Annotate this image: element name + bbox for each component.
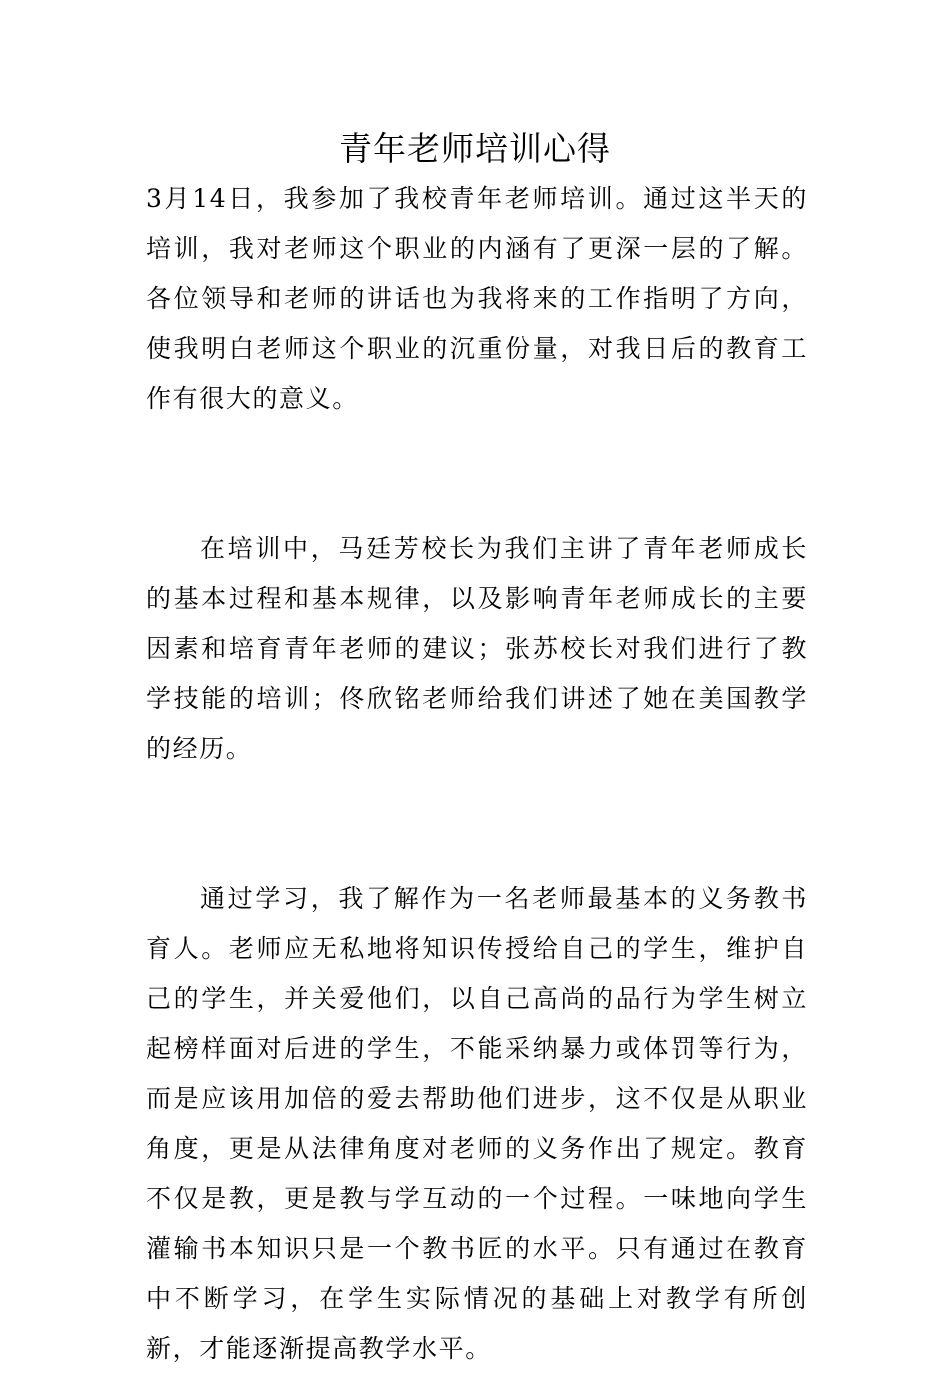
paragraph-1: 3月14日，我参加了我校青年老师培训。通过这半天的培训，我对老师这个职业的内涵有了更深一层的了解。各位领导和老师的讲话也为我将来的工作指明了方向，使我明白老师这个职业的沉重份量，对我日后的教育工作有很大的意义。 (146, 184, 808, 413)
paragraph-gap (146, 824, 808, 874)
document-title: 青年老师培训心得 (339, 129, 611, 168)
paragraph-gap (146, 474, 808, 524)
paragraph-gap (146, 424, 808, 474)
paragraph-gap (146, 774, 808, 824)
paragraph-3: 通过学习，我了解作为一名老师最基本的义务教书育人。老师应无私地将知识传授给自己的学生，维护自己的学生，并关爱他们，以自己高尚的品行为学生树立起榜样面对后进的学生，不能采纳暴力或体罚等行为，而是应该用加倍的爱去帮助他们进步，这不仅是从职业角度，更是从法律角度对老师的义务作出了规定。教育不仅是教，更是教与学互动的一个过程。一味地向学生灌输书本知识只是一个教书匠的水平。只有通过在教育中不断学习，在学生实际情况的基础上对教学有所创新，才能逐渐提高教学水平。 (146, 884, 808, 1363)
document-body (146, 174, 808, 1374)
paragraph-2: 在培训中，马廷芳校长为我们主讲了青年老师成长的基本过程和基本规律，以及影响青年老师成长的主要因素和培育青年老师的建议；张苏校长对我们进行了教学技能的培训；佟欣铭老师给我们讲述了她在美国教学的经历。 (146, 534, 808, 763)
